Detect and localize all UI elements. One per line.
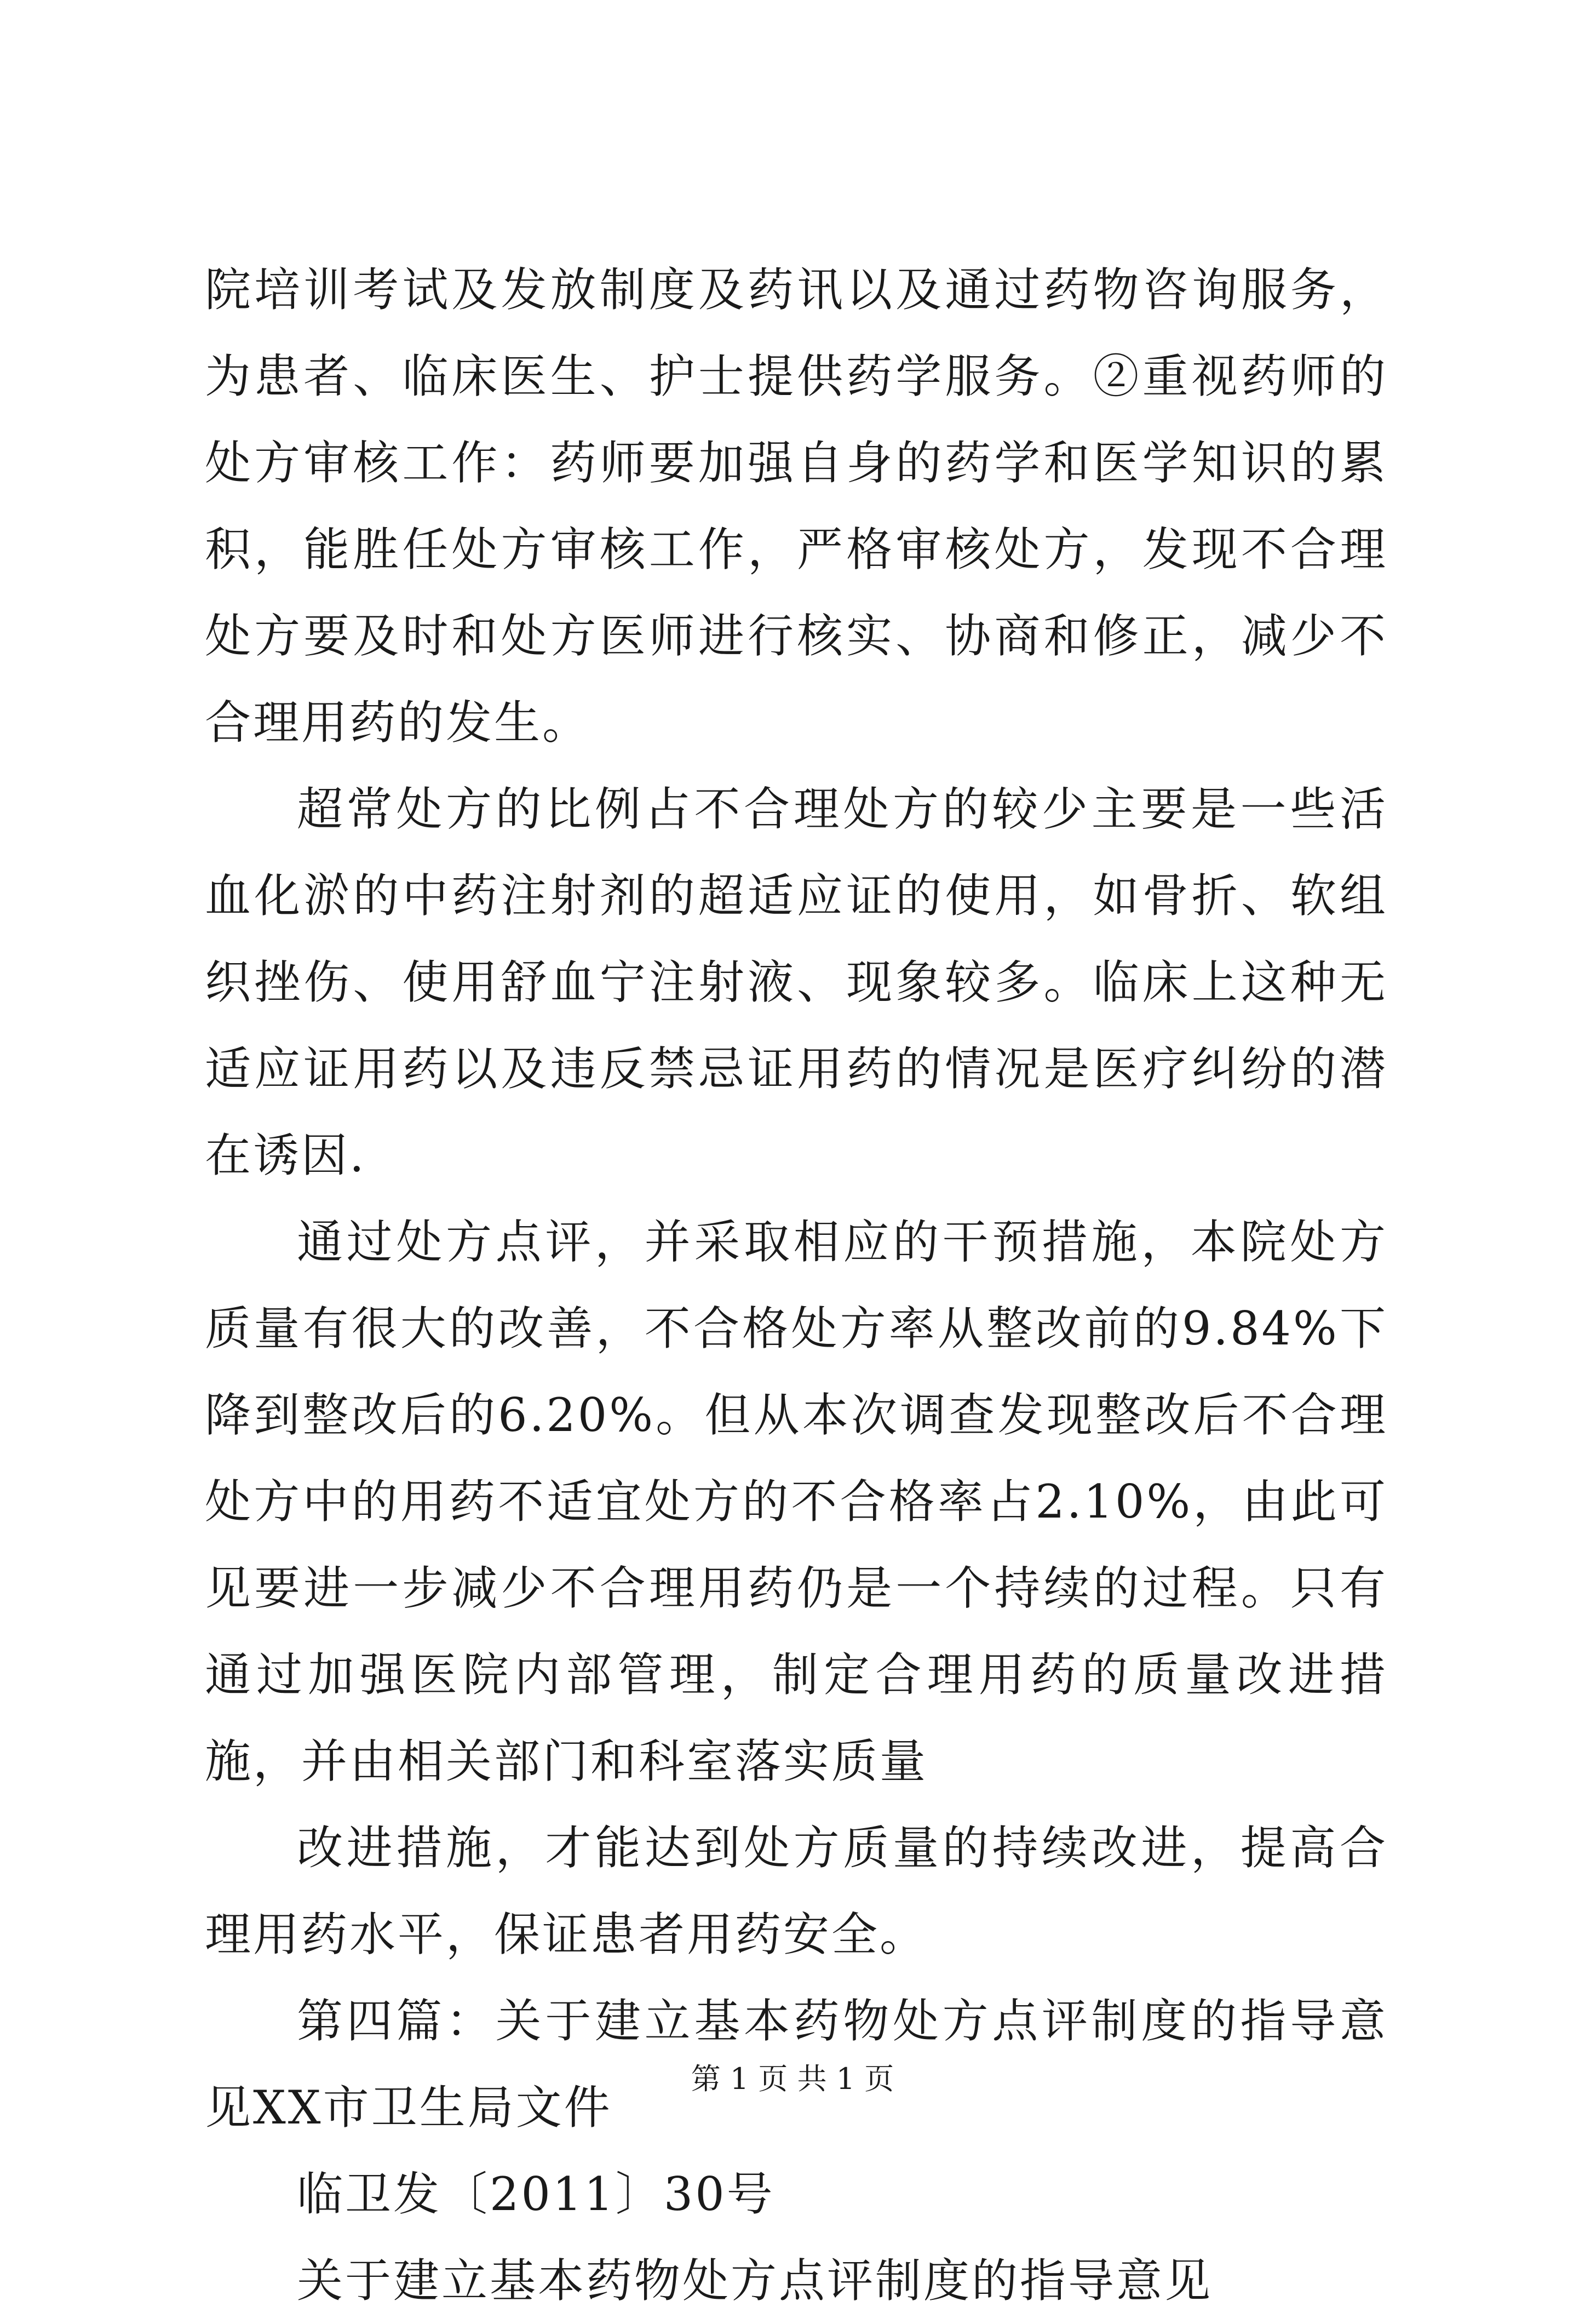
page-footer: 第 1 页 共 1 页 [691,2062,894,2096]
paragraph-overprescription: 超常处方的比例占不合理处方的较少主要是一些活血化淤的中药注射剂的超适应证的使用，如骨折、软组织挫伤、使用舒血宁注射液、现象较多。临床上这种无适应证用药以及违反禁忌证用药的情况是医疗纠纷的潜在诱因. [205,782,1388,1182]
section-heading-part-four: 第四篇：关于建立基本药物处方点评制度的指导意见XX市卫生局文件 [205,1994,1388,2134]
paragraph-improvement-measures: 改进措施，才能达到处方质量的持续改进，提高合理用药水平，保证患者用药安全。 [205,1821,1388,1961]
document-title: 关于建立基本药物处方点评制度的指导意见 [297,2254,1213,2308]
document-body [205,247,1388,2324]
paragraph-prescription-review-result: 通过处方点评，并采取相应的干预措施，本院处方质量有很大的改善，不合格处方率从整改前的9.84%下降到整改后的6.20%。但从本次调查发现整改后不合理处方中的用药不适宜处方的不合格率占2.10%，由此可见要进一步减少不合理用药仍是一个持续的过程。只有通过加强医院内部管理，制定合理用药的质量改进措施，并由相关部门和科室落实质量 [205,1215,1388,1788]
document-number: 临卫发〔2011〕30号 [297,2167,775,2221]
paragraph-continuation: 院培训考试及发放制度及药讯以及通过药物咨询服务，为患者、临床医生、护士提供药学服务。②重视药师的处方审核工作：药师要加强自身的药学和医学知识的累积，能胜任处方审核工作，严格审核处方，发现不合理处方要及时和处方医师进行核实、协商和修正，减少不合理用药的发生。 [205,263,1388,749]
